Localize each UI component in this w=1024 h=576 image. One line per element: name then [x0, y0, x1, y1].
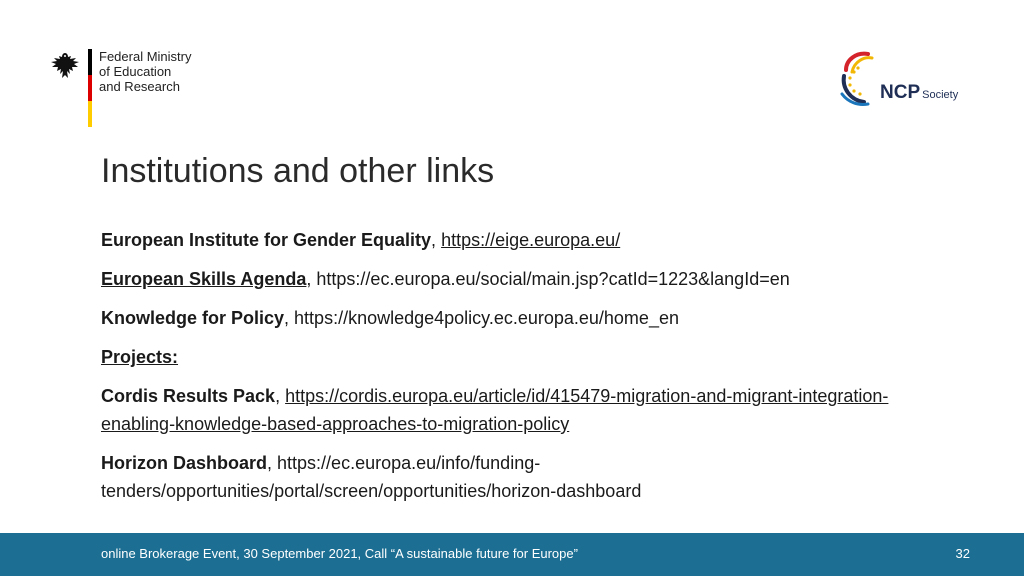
item-label: Cordis Results Pack — [101, 386, 276, 406]
ministry-line-3: and Research — [99, 79, 180, 94]
item-label[interactable]: European Skills Agenda — [101, 269, 307, 289]
item-separator: , — [284, 308, 295, 328]
item-label: Horizon Dashboard — [101, 453, 268, 473]
ncp-society-logo — [838, 50, 964, 112]
federal-eagle-icon — [48, 50, 82, 84]
item-label: European Institute for Gender Equality — [101, 230, 432, 250]
slide-title: Institutions and other links — [101, 152, 495, 190]
item-separator: , — [431, 230, 442, 250]
link-list — [101, 226, 961, 516]
ministry-logo — [48, 44, 218, 130]
ministry-line-1: Federal Ministry — [99, 49, 192, 64]
item-url-text: https://ec.europa.eu/info/funding-tenders/opportunities/portal/screen/opportunities/horizon-dashboard — [101, 453, 642, 501]
ministry-name — [99, 49, 219, 94]
item-label: Knowledge for Policy — [101, 308, 285, 328]
eige-link[interactable]: https://eige.europa.eu/ — [441, 230, 621, 250]
list-item — [101, 343, 961, 371]
ncp-wordmark — [880, 82, 958, 104]
list-item — [101, 226, 961, 254]
page-number: 32 — [955, 546, 970, 561]
list-item — [101, 265, 961, 293]
cordis-link[interactable]: https://cordis.europa.eu/article/id/415479-migration-and-migrant-integration-enabling-knowledge-based-approaches-to-migration-policy — [101, 386, 889, 434]
german-flag-bar — [88, 49, 92, 127]
flag-red — [88, 75, 92, 101]
item-separator: , — [267, 453, 278, 473]
projects-heading: Projects: — [101, 347, 179, 367]
footer-text: online Brokerage Event, 30 September 2021, Call “A sustainable future for Europe” — [101, 546, 578, 561]
ministry-line-2: of Education — [99, 64, 172, 79]
list-item — [101, 449, 961, 505]
footer-bar — [0, 533, 1024, 576]
item-url-text: https://knowledge4policy.ec.europa.eu/home_en — [294, 308, 679, 328]
item-separator: , — [275, 386, 286, 406]
item-separator: , — [306, 269, 317, 289]
ncp-swirl-icon — [838, 50, 882, 108]
list-item — [101, 382, 961, 438]
list-item — [101, 304, 961, 332]
flag-black — [88, 49, 92, 75]
item-url-text: https://ec.europa.eu/social/main.jsp?catId=1223&langId=en — [316, 269, 790, 289]
flag-gold — [88, 101, 92, 127]
ncp-name: NCP — [880, 82, 921, 103]
ncp-suffix: Society — [922, 89, 959, 101]
